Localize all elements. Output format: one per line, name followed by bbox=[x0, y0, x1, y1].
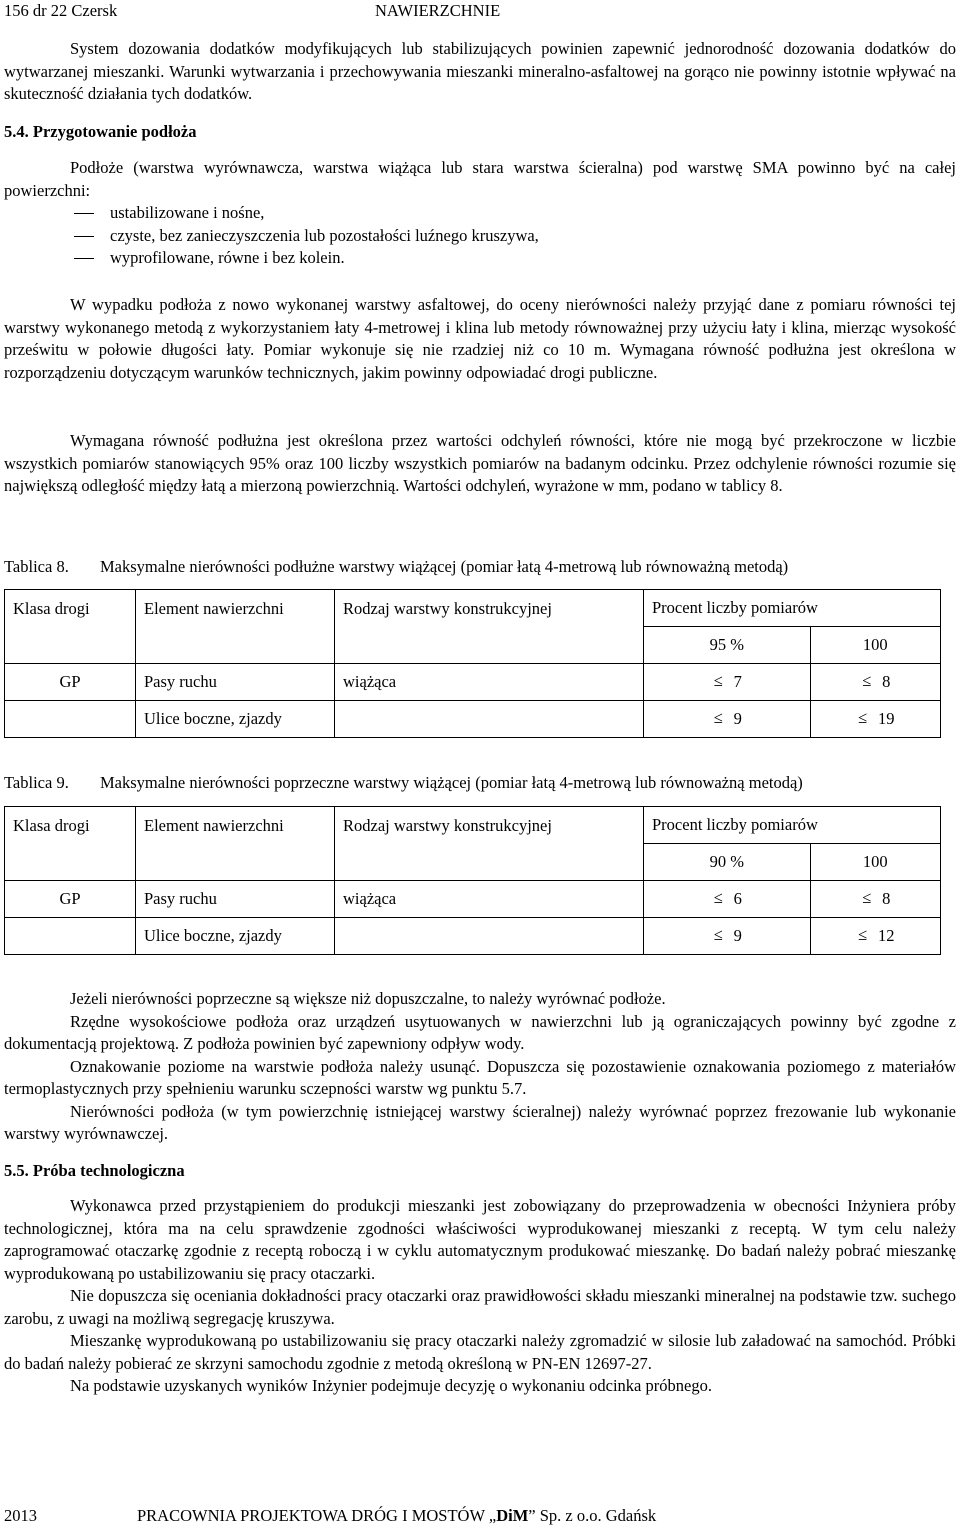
table-subheader-cell: 95 % bbox=[644, 627, 811, 664]
sampling-paragraph: Mieszankę wyprodukowaną po ustabilizowaniu się pracy otaczarki należy zgromadzić w silosie lub załadować na samochód. Próbki do badań należy pobierać ze skrzyni samochodu zgodnie z metodą określoną w PN-EN 12697-27. bbox=[4, 1331, 956, 1373]
after-tables-section bbox=[4, 988, 956, 1146]
table-cell-value: ≤ 9 bbox=[712, 708, 742, 731]
table-cell-value: ≤ 9 bbox=[712, 925, 742, 948]
table-cell-value: ≤ 8 bbox=[860, 888, 890, 911]
table-header-cell: Element nawierzchni bbox=[136, 807, 335, 881]
intro-section bbox=[4, 38, 956, 106]
milling-paragraph: Nierówności podłoża (w tym powierzchnię istniejącej warstwy ścieralnej) należy wyrównać poprzez frezowanie lub wykonanie warstwy wyrównawczej. bbox=[4, 1101, 956, 1143]
list-item: wyprofilowane, równe i bez kolein. bbox=[4, 247, 956, 270]
footer-org-prefix: PRACOWNIA PROJEKTOWA DRÓG I MOSTÓW „ bbox=[137, 1506, 497, 1525]
table-cell bbox=[810, 918, 940, 955]
table-cell bbox=[644, 664, 811, 701]
table-subheader-cell: 100 bbox=[810, 627, 940, 664]
table-row bbox=[5, 664, 941, 701]
deviation-paragraph-block bbox=[4, 430, 956, 498]
table-cell: Ulice boczne, zjazdy bbox=[136, 918, 335, 955]
table-subheader-cell: 90 % bbox=[644, 844, 811, 881]
table-row bbox=[5, 918, 941, 955]
table-header-row bbox=[5, 807, 941, 844]
table-header-cell: Procent liczby pomiarów bbox=[644, 590, 941, 627]
dry-batch-paragraph: Nie dopuszcza się oceniania dokładności pracy otaczarki oraz prawidłowości składu mieszanki mineralnej na podstawie tzw. suchego zarobu, z uwagi na możliwą segregację kruszywa. bbox=[4, 1286, 956, 1328]
footer-org-brand: DiM bbox=[496, 1506, 529, 1525]
section-5-4-title: 5.4. Przygotowanie podłoża bbox=[4, 122, 197, 141]
list-item: czyste, bez zanieczyszczenia lub pozostałości luźnego kruszywa, bbox=[4, 225, 956, 248]
unevenness-paragraph: Jeżeli nierówności poprzeczne są większe niż dopuszczalne, to należy wyrównać podłoże. bbox=[70, 989, 666, 1008]
table-cell-value: ≤ 12 bbox=[856, 925, 895, 948]
table-cell bbox=[644, 881, 811, 918]
table-header-row bbox=[5, 590, 941, 627]
table-8-caption bbox=[4, 556, 956, 579]
table-cell: Ulice boczne, zjazdy bbox=[136, 701, 335, 738]
table-row bbox=[5, 701, 941, 738]
table-cell-value: ≤ 7 bbox=[712, 671, 742, 694]
page-footer bbox=[4, 1505, 956, 1527]
table-header-cell: Klasa drogi bbox=[5, 590, 136, 664]
list-item: ustabilizowane i nośne, bbox=[4, 202, 956, 225]
decision-paragraph: Na podstawie uzyskanych wyników Inżynier podejmuje decyzję o wykonaniu odcinka próbnego. bbox=[70, 1376, 712, 1395]
table-9-caption-text: Maksymalne nierówności poprzeczne warstwy wiążącej (pomiar łatą 4-metrową lub równoważną metodą) bbox=[100, 773, 803, 792]
table-row bbox=[5, 881, 941, 918]
table-9-number: Tablica 9. bbox=[4, 773, 69, 792]
trial-paragraph: Wykonawca przed przystąpieniem do produkcji mieszanki jest zobowiązany do przeprowadzenia w obecności Inżyniera próby technologicznej, która ma na celu sprawdzenie zgodności właściwości wyprodukowanej mieszanki z receptą. W tym celu należy zaprogramować otaczarkę zgodnie z receptą roboczą i w cyklu automatycznym produkować mieszankę. Do badań należy pobrać mieszankę wyprodukowaną po ustabilizowaniu się pracy otaczarki. bbox=[4, 1196, 956, 1283]
table-cell-value: ≤ 19 bbox=[856, 708, 895, 731]
table-cell bbox=[5, 918, 136, 955]
header-page-ref: 156 dr 22 Czersk bbox=[4, 1, 118, 20]
section-5-4-body bbox=[4, 157, 956, 270]
evenness-paragraph-block bbox=[4, 294, 956, 384]
table-9 bbox=[4, 806, 941, 955]
table-cell-value: ≤ 8 bbox=[860, 671, 890, 694]
substrate-requirements-list bbox=[4, 202, 956, 270]
table-subheader-cell: 100 bbox=[810, 844, 940, 881]
table-cell bbox=[810, 881, 940, 918]
table-cell bbox=[644, 701, 811, 738]
table-header-cell: Rodzaj warstwy konstrukcyjnej bbox=[335, 590, 644, 664]
table-header-cell: Rodzaj warstwy konstrukcyjnej bbox=[335, 807, 644, 881]
table-cell bbox=[810, 701, 940, 738]
evenness-measurement-paragraph: W wypadku podłoża z nowo wykonanej warstwy asfaltowej, do oceny nierówności należy przyjąć dane z pomiaru równości tej warstwy wykonanego metodą z wykorzystaniem łaty 4-metrowej i klina lub metody równoważnej przy użyciu łaty i klina, mierząc wysokość prześwitu w połowie długości łaty. Pomiar wykonuje się nie rzadziej niż co 10 m. Wymagana równość podłużna jest określona w rozporządzeniu dotyczącym warunków technicznych, jakim powinny odpowiadać drogi publiczne. bbox=[4, 295, 956, 382]
substrate-intro-paragraph: Podłoże (warstwa wyrównawcza, warstwa wiążąca lub stara warstwa ścieralna) pod warstwę SMA powinno być na całej powierzchni: bbox=[4, 158, 956, 200]
table-8 bbox=[4, 589, 941, 738]
page-header bbox=[0, 0, 960, 22]
section-5-5-body bbox=[4, 1195, 956, 1398]
table-cell: wiążąca bbox=[335, 664, 644, 701]
table-8-number: Tablica 8. bbox=[4, 557, 69, 576]
table-9-caption bbox=[4, 772, 956, 795]
table-cell bbox=[335, 701, 644, 738]
table-cell: Pasy ruchu bbox=[136, 881, 335, 918]
footer-organization bbox=[137, 1505, 656, 1528]
section-5-5-title: 5.5. Próba technologiczna bbox=[4, 1161, 185, 1180]
marking-paragraph: Oznakowanie poziome na warstwie podłoża należy usunąć. Dopuszcza się pozostawienie oznakowania poziomego z materiałów termoplastycznych przy spełnieniu warunku sczepności warstw wg punktu 5.7. bbox=[4, 1056, 956, 1098]
footer-year: 2013 bbox=[4, 1506, 37, 1525]
table-header-cell: Klasa drogi bbox=[5, 807, 136, 881]
deviation-paragraph: Wymagana równość podłużna jest określona przez wartości odchyleń równości, które nie mogą być przekroczone w liczbie wszystkich pomiarów stanowiących 95% oraz 100 liczby wszystkich pomiarów na badanym odcinku. Przez odchylenie równości rozumie się największą odległość między łatą a mierzoną powierzchnią. Wartości odchyleń, wyrażone w mm, podano w tablicy 8. bbox=[4, 431, 956, 495]
table-cell bbox=[644, 918, 811, 955]
table-cell: wiążąca bbox=[335, 881, 644, 918]
table-header-cell: Element nawierzchni bbox=[136, 590, 335, 664]
table-cell: GP bbox=[5, 881, 136, 918]
table-cell-value: ≤ 6 bbox=[712, 888, 742, 911]
footer-org-suffix: ” Sp. z o.o. Gdańsk bbox=[528, 1506, 657, 1525]
table-header-cell: Procent liczby pomiarów bbox=[644, 807, 941, 844]
table-cell: Pasy ruchu bbox=[136, 664, 335, 701]
header-chapter: NAWIERZCHNIE bbox=[375, 1, 501, 20]
intro-paragraph: System dozowania dodatków modyfikujących lub stabilizujących powinien zapewnić jednorodność dozowania dodatków do wytwarzanej mieszanki. Warunki wytwarzania i przechowywania mieszanki mineralno-asfaltowej na gorąco nie powinny istotnie wpływać na skuteczność działania tych dodatków. bbox=[4, 39, 956, 103]
table-cell: GP bbox=[5, 664, 136, 701]
table-cell bbox=[335, 918, 644, 955]
table-8-caption-text: Maksymalne nierówności podłużne warstwy wiążącej (pomiar łatą 4-metrową lub równoważną metodą) bbox=[100, 557, 789, 576]
elevation-paragraph: Rzędne wysokościowe podłoża oraz urządzeń usytuowanych w nawierzchni lub ją ograniczających powinny być zgodne z dokumentacją projektową. Z podłoża powinien być zapewniony odpływ wody. bbox=[4, 1011, 956, 1053]
table-cell bbox=[810, 664, 940, 701]
table-cell bbox=[5, 701, 136, 738]
